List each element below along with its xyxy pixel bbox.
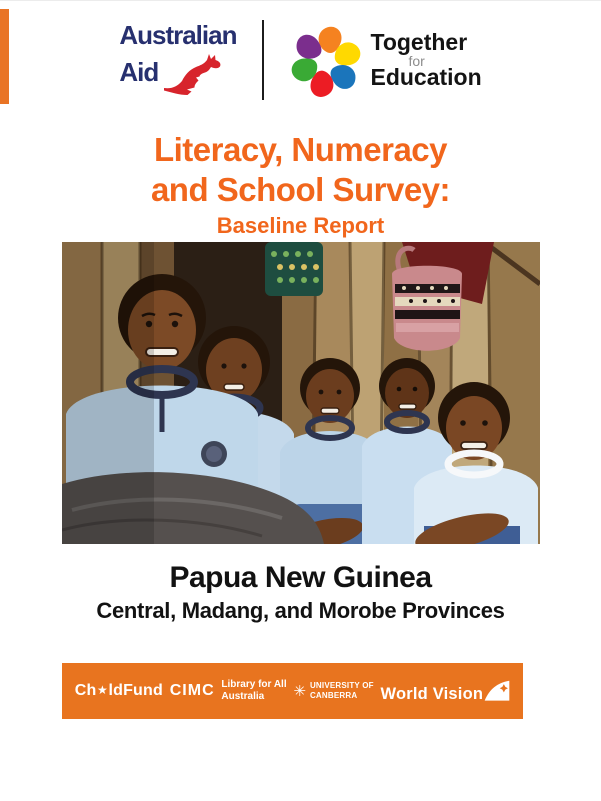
library-for-all-line1: Library for All bbox=[221, 678, 287, 690]
childfund-logo bbox=[75, 682, 163, 700]
provinces-line: Central, Madang, and Morobe Provinces bbox=[96, 598, 505, 623]
australian-aid-row bbox=[119, 47, 236, 97]
library-for-all-logo bbox=[221, 679, 286, 704]
education-word: Education bbox=[370, 64, 482, 91]
together-for-education-text bbox=[370, 28, 482, 91]
university-of-canberra-text bbox=[310, 681, 374, 702]
title-line-1: Literacy, Numeracy bbox=[153, 131, 448, 168]
together-for-education-logo bbox=[290, 15, 481, 105]
country-name: Papua New Guinea bbox=[169, 561, 432, 594]
canberra-flower-icon: ✳ bbox=[293, 682, 306, 700]
australian-aid-word2: Aid bbox=[119, 57, 159, 87]
together-word: Together bbox=[370, 28, 468, 55]
childfund-suffix: ldFund bbox=[108, 682, 163, 699]
kangaroo-icon bbox=[162, 51, 236, 97]
pinwheel-icon bbox=[290, 15, 362, 105]
cimc-logo: CIMC bbox=[169, 682, 215, 699]
australian-aid-logo bbox=[119, 19, 237, 98]
university-of-canberra-logo bbox=[293, 681, 373, 702]
cover-photo bbox=[62, 242, 540, 544]
world-vision-flag-icon bbox=[484, 679, 510, 703]
report-title bbox=[0, 130, 601, 239]
title-line-2: and School Survey: bbox=[150, 170, 451, 208]
logo-divider bbox=[262, 20, 264, 100]
teal-woven-bag bbox=[265, 242, 323, 296]
header-logos bbox=[0, 15, 601, 105]
photo-shadow bbox=[62, 242, 154, 544]
location-block bbox=[0, 561, 601, 624]
university-of-canberra-line2: CANBERRA bbox=[309, 691, 358, 700]
university-of-canberra-line1: UNIVERSITY OF bbox=[309, 680, 374, 690]
for-word: for bbox=[408, 52, 425, 69]
library-for-all-line2: Australia bbox=[221, 691, 265, 702]
world-vision-text: World Vision bbox=[380, 684, 484, 703]
cover-photo-illustration bbox=[62, 242, 540, 544]
world-vision-logo bbox=[381, 679, 511, 704]
australian-aid-word1: Australian bbox=[119, 19, 237, 50]
title-subtitle: Baseline Report bbox=[216, 213, 385, 239]
childfund-star-icon: ★ bbox=[97, 683, 108, 697]
childfund-prefix: Ch bbox=[74, 682, 97, 699]
partner-logo-bar bbox=[62, 663, 523, 719]
